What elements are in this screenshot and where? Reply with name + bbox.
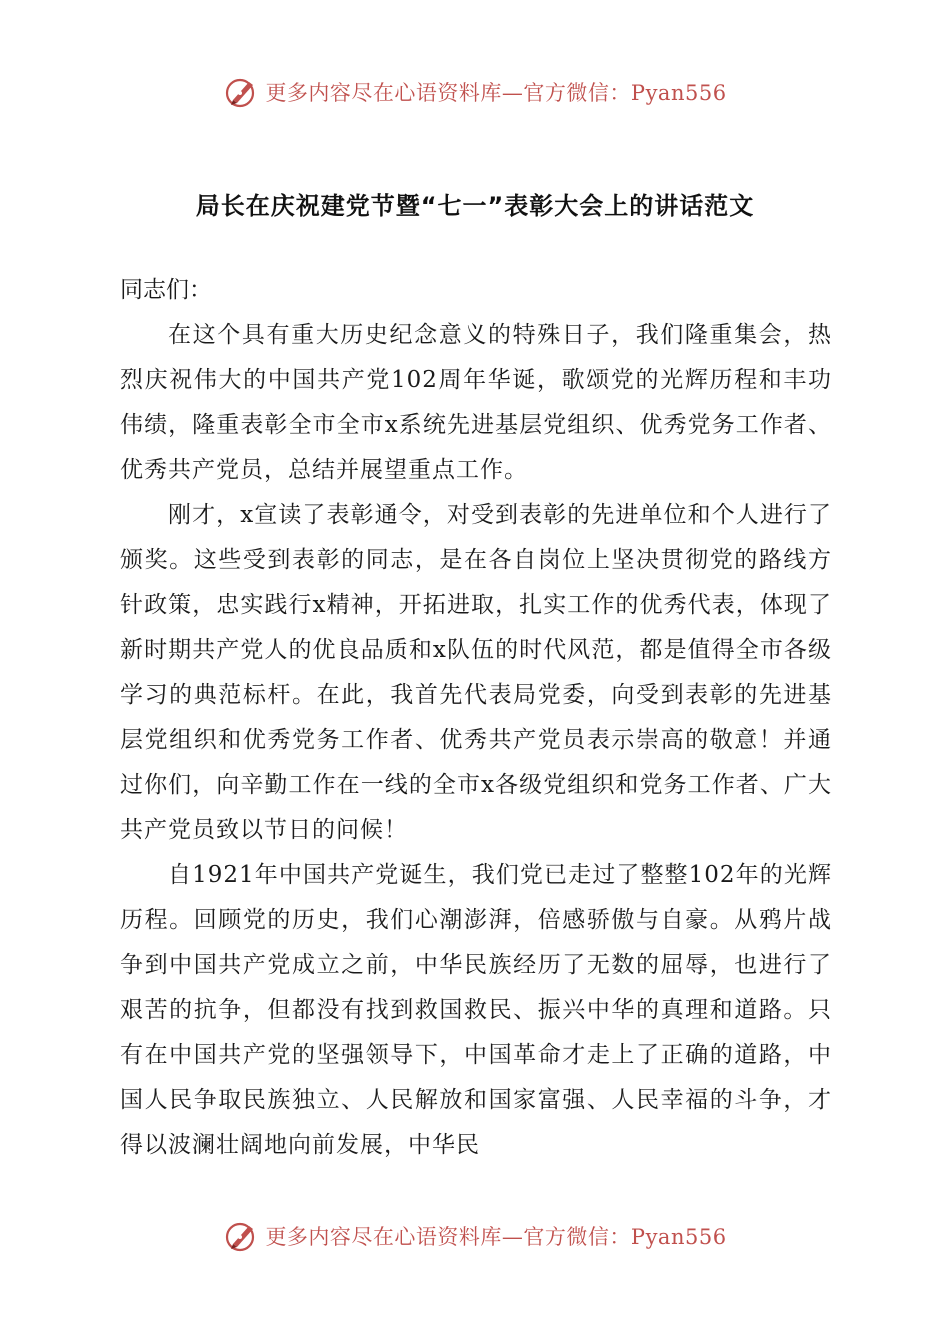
paragraph-1: 在这个具有重大历史纪念意义的特殊日子，我们隆重集会，热烈庆祝伟大的中国共产党102周年华诞，歌颂党的光辉历程和丰功伟绩，隆重表彰全市全市x系统先进基层党组织、优秀党务工作者、优秀共产党员，总结并展望重点工作。: [120, 322, 832, 483]
banner-text: 更多内容尽在心语资料库—官方微信：Pyan556: [265, 1225, 727, 1249]
paragraph-3: 自1921年中国共产党诞生，我们党已走过了整整102年的光辉历程。回顾党的历史，我们心潮澎湃，倍感骄傲与自豪。从鸦片战争到中国共产党成立之前，中华民族经历了无数的屈辱，也进行了艰苦的抗争，但都没有找到救国救民、振兴中华的真理和道路。只有在中国共产党的坚强领导下，中国革命才走上了正确的道路，中国人民争取民族独立、人民解放和国家富强、人民幸福的斗争，才得以波澜壮阔地向前发展，中华民: [120, 862, 832, 1158]
paragraph-2: 刚才，x宣读了表彰通令，对受到表彰的先进单位和个人进行了颁奖。这些受到表彰的同志，是在各自岗位上坚决贯彻党的路线方针政策，忠实践行x精神，开拓进取，扎实工作的优秀代表，体现了新时期共产党人的优良品质和x队伍的时代风范，都是值得全市各级学习的典范标杆。在此，我首先代表局党委，向受到表彰的先进基层党组织和优秀党务工作者、优秀共产党员表示崇高的敬意！并通过你们，向辛勤工作在一线的全市x各级党组织和党务工作者、广大共产党员致以节日的问候！: [120, 502, 832, 843]
banner-text: 更多内容尽在心语资料库—官方微信：Pyan556: [265, 81, 727, 105]
salutation: 同志们：: [120, 277, 212, 303]
pen-logo-icon: [223, 1218, 259, 1254]
footer-banner: [0, 1214, 950, 1258]
document-body: [120, 268, 832, 1168]
header-banner: [0, 70, 950, 114]
pen-logo-icon: [223, 74, 259, 110]
document-title: 局长在庆祝建党节暨“七一”表彰大会上的讲话范文: [195, 192, 755, 220]
